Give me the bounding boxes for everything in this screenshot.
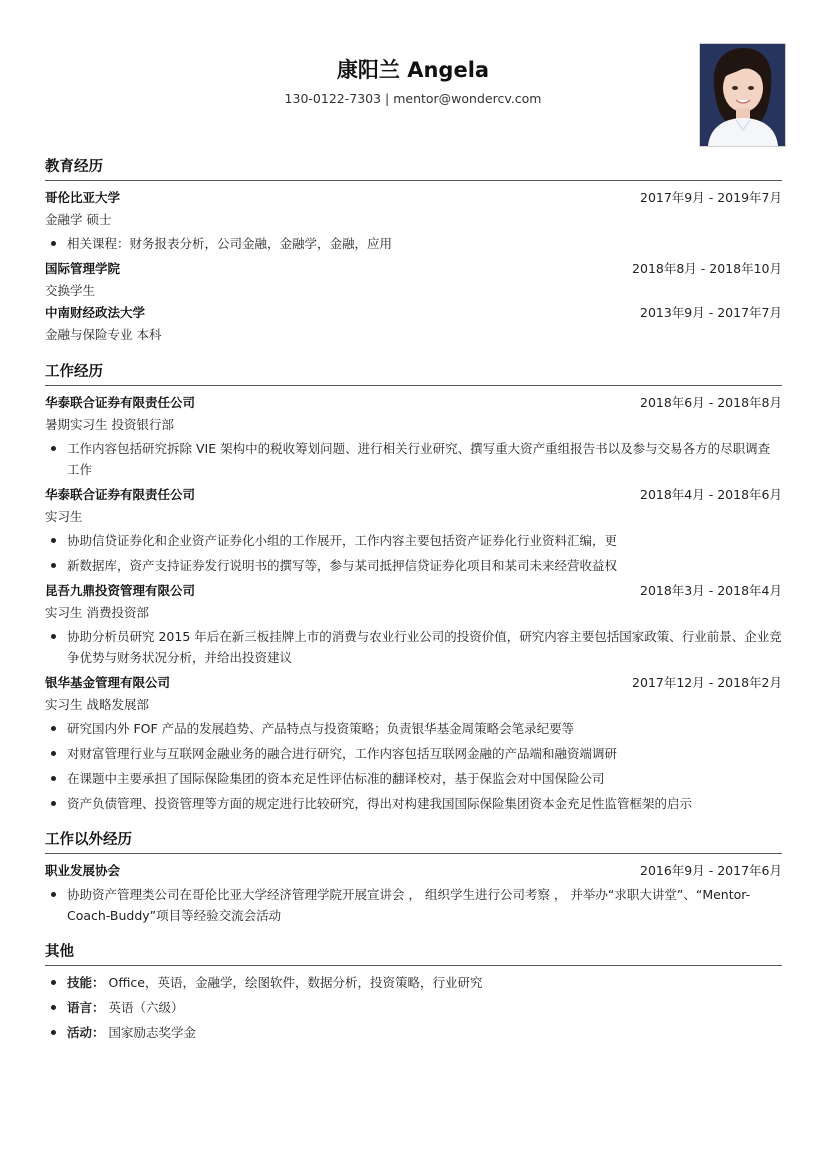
section-title-other: 其他	[45, 940, 782, 966]
work-entry	[45, 672, 782, 814]
date-range: 2018年6月 - 2018年8月	[640, 395, 782, 410]
bullet-item: 对财富管理行业与互联网金融业务的融合进行研究，工作内容包括互联网金融的产品端和融资端调研	[45, 743, 782, 764]
date-range: 2017年12月 - 2018年2月	[632, 675, 782, 690]
skills-label: 技能：	[67, 975, 105, 990]
job-title: 实习生 消费投资部	[45, 605, 149, 620]
bullet-item: 协助信贷证券化和企业资产证券化小组的工作展开，工作内容主要包括资产证券化行业资料汇编，更	[45, 530, 782, 551]
contact-info: 130-0122-7303 | mentor@wondercv.com	[284, 91, 542, 106]
activity-item	[45, 1022, 782, 1043]
resume-body	[45, 155, 782, 1057]
bullet-item: 相关课程：财务报表分析，公司金融，金融学，金融，应用	[45, 233, 782, 254]
date-range: 2016年9月 - 2017年6月	[640, 863, 782, 878]
work-entry	[45, 484, 782, 576]
section-title-work: 工作经历	[45, 360, 782, 386]
extracurricular-section	[45, 828, 782, 926]
company-name: 昆吾九鼎投资管理有限公司	[45, 583, 196, 598]
bullet-item: 研究国内外 FOF 产品的发展趋势、产品特点与投资策略；负责银华基金周策略会笔录纪要等	[45, 718, 782, 739]
work-section	[45, 360, 782, 814]
school-name: 哥伦比亚大学	[45, 190, 121, 205]
education-entry	[45, 187, 782, 254]
other-section	[45, 940, 782, 1043]
job-title: 实习生 战略发展部	[45, 697, 149, 712]
school-name: 中南财经政法大学	[45, 305, 146, 320]
bullet-item: 新数据库，资产支持证券发行说明书的撰写等，参与某司抵押信贷证券化项目和某司未来经营收益权	[45, 555, 782, 576]
date-range: 2013年9月 - 2017年7月	[640, 305, 782, 320]
bullet-item: 工作内容包括研究拆除 VIE 架构中的税收筹划问题、进行相关行业研究、撰写重大资产重组报告书以及参与交易各方的尽职调查工作	[45, 438, 782, 480]
date-range: 2018年8月 - 2018年10月	[632, 261, 782, 276]
company-name: 华泰联合证券有限责任公司	[45, 395, 196, 410]
activity-label: 活动：	[67, 1025, 105, 1040]
work-entry	[45, 580, 782, 668]
skills-item	[45, 972, 782, 993]
date-range: 2018年4月 - 2018年6月	[640, 487, 782, 502]
date-range: 2018年3月 - 2018年4月	[640, 583, 782, 598]
section-title-extracurricular: 工作以外经历	[45, 828, 782, 854]
job-title: 实习生	[45, 509, 83, 524]
extracurricular-entry	[45, 860, 782, 926]
candidate-name: 康阳兰 Angela	[336, 58, 490, 82]
profile-photo	[699, 43, 786, 147]
bullet-item: 协助资产管理类公司在哥伦比亚大学经济管理学院开展宣讲会 ， 组织学生进行公司考察 ， 并举办“求职大讲堂”、“Mentor-Coach-Buddy”项目等经验交流会活动	[45, 884, 782, 926]
company-name: 华泰联合证券有限责任公司	[45, 487, 196, 502]
skills-value: Office，英语，金融学，绘图软件，数据分析，投资策略，行业研究	[108, 975, 483, 990]
education-section	[45, 155, 782, 346]
job-title: 暑期实习生 投资银行部	[45, 417, 174, 432]
language-label: 语言：	[67, 1000, 105, 1015]
company-name: 银华基金管理有限公司	[45, 675, 171, 690]
section-title-education: 教育经历	[45, 155, 782, 181]
activity-value: 国家励志奖学金	[108, 1025, 197, 1040]
work-entry	[45, 392, 782, 480]
portrait-image	[700, 44, 785, 146]
education-entry	[45, 258, 782, 302]
language-value: 英语（六级）	[108, 1000, 184, 1015]
bullet-item: 协助分析员研究 2015 年后在新三板挂牌上市的消费与农业行业公司的投资价值，研究内容主要包括国家政策、行业前景、企业竞争优势与财务状况分析，并给出投资建议	[45, 626, 782, 668]
education-entry	[45, 302, 782, 346]
degree: 交换学生	[45, 283, 96, 298]
bullet-item: 在课题中主要承担了国际保险集团的资本充足性评估标准的翻译校对，基于保监会对中国保险公司	[45, 768, 782, 789]
organization-name: 职业发展协会	[45, 863, 121, 878]
degree: 金融与保险专业 本科	[45, 327, 162, 342]
date-range: 2017年9月 - 2019年7月	[640, 190, 782, 205]
language-item	[45, 997, 782, 1018]
degree: 金融学 硕士	[45, 212, 112, 227]
bullet-item: 资产负债管理、投资管理等方面的规定进行比较研究，得出对构建我国国际保险集团资本金充足性监管框架的启示	[45, 793, 782, 814]
school-name: 国际管理学院	[45, 261, 121, 276]
